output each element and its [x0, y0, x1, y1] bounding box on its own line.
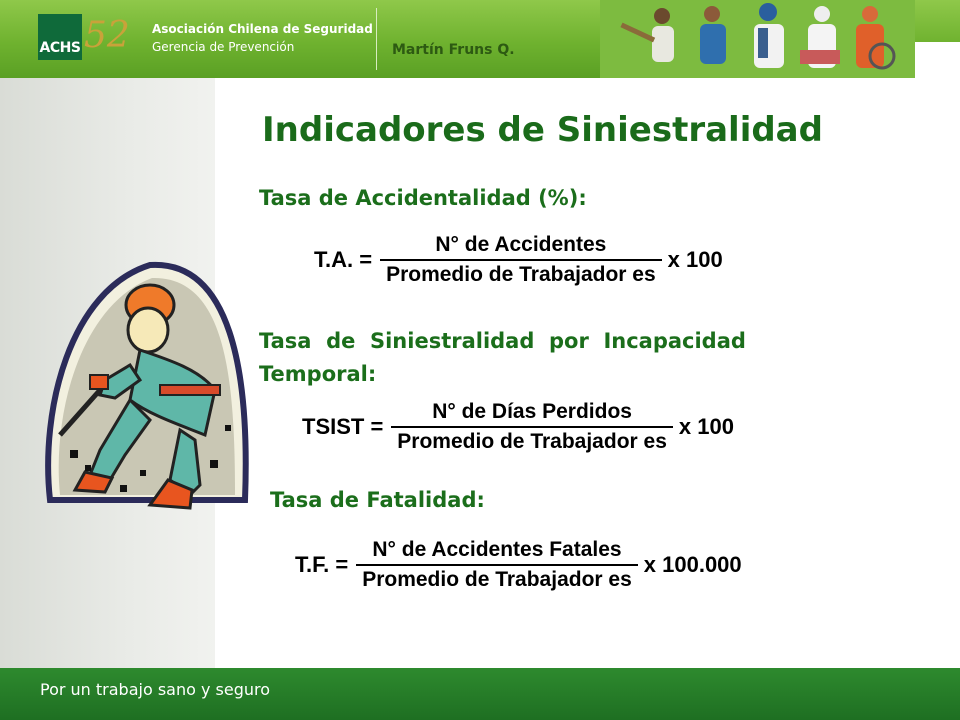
formula-lhs: TSIST =	[302, 413, 384, 439]
header-divider	[376, 8, 377, 70]
formula-denominator: Promedio de Trabajador es	[362, 567, 632, 591]
footer-tagline: Por un trabajo sano y seguro	[40, 680, 271, 699]
formula-lhs: T.A. =	[314, 246, 373, 272]
formula-multiplier: x 100	[678, 413, 734, 439]
header-corner	[915, 42, 960, 98]
formula-lhs: T.F. =	[295, 551, 349, 577]
formula-denominator: Promedio de Trabajador es	[386, 262, 656, 286]
siniestralidad-label-line1: Tasa de Siniestralidad por Incapacidad	[259, 329, 746, 353]
fatality-rate-label: Tasa de Fatalidad:	[270, 488, 485, 512]
formula-fraction	[356, 538, 638, 592]
formula-multiplier: x 100.000	[643, 551, 742, 577]
formula-numerator: N° de Días Perdidos	[432, 400, 632, 423]
formula-numerator: N° de Accidentes Fatales	[372, 538, 622, 561]
anniversary-number: 52	[84, 15, 130, 56]
header-banner	[0, 0, 960, 78]
formula-multiplier: x 100	[667, 246, 723, 272]
achs-logo: ACHS	[38, 14, 82, 60]
formula-denominator: Promedio de Trabajador es	[397, 429, 667, 453]
worker-photos-image	[600, 0, 915, 78]
miner-clipart	[30, 250, 260, 520]
organization-name: Asociación Chilena de Seguridad	[152, 22, 373, 36]
department-name: Gerencia de Prevención	[152, 40, 295, 54]
accident-rate-label: Tasa de Accidentalidad (%):	[259, 186, 587, 210]
formula-numerator: N° de Accidentes	[435, 233, 607, 256]
formula-fraction	[391, 400, 673, 454]
siniestralidad-formula	[302, 400, 734, 454]
fatality-rate-formula	[295, 538, 742, 592]
footer-banner	[0, 668, 960, 720]
slide-title: Indicadores de Siniestralidad	[262, 110, 823, 150]
formula-fraction	[380, 233, 662, 287]
presenter-name: Martín Fruns Q.	[392, 42, 515, 58]
accident-rate-formula	[314, 233, 723, 287]
siniestralidad-label-line2: Temporal:	[259, 362, 377, 386]
